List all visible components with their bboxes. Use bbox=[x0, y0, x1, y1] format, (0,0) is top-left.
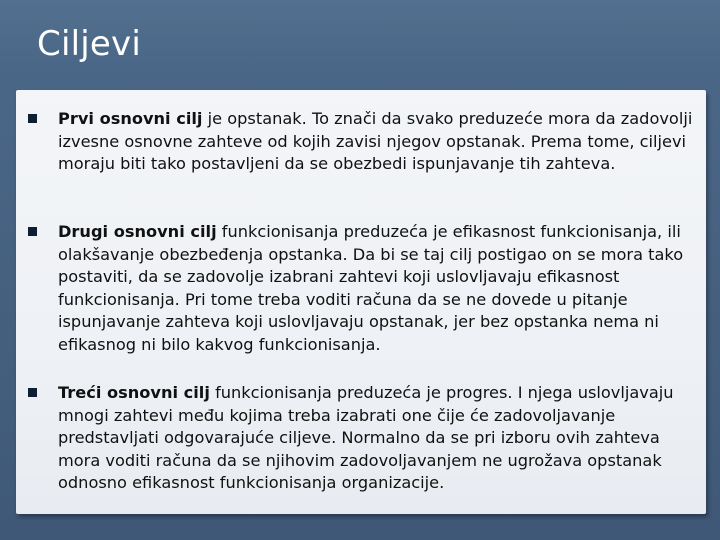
bullet-heading-2: Drugi osnovni cilj bbox=[58, 222, 217, 241]
bullet-body-2: funkcionisanja preduzeća je efikasnost funkcionisanja, ili olakšavanje obezbeđenja opstanka. Da bi se taj cilj postigao on se mora tako postaviti, da se zadovolje izabrani zahtevi koji uslovljavaju efikasnost funkcionisanja. Pri tome treba voditi računa da se ne dovede u pitanje ispunjavanje zahteva koji uslovljavaju opstanak, jer bez opstanka nema ni efikasnog ni bilo kakvog funkcionisanja. bbox=[58, 222, 684, 354]
bullet-body-3: funkcionisanja preduzeća je progres. I njega uslovljavaju mnogi zahtevi među kojima treba izabrati one čije će zadovoljavanje predstavljati odgovarajuće ciljeve. Normalno da se pri izboru ovih zahteva mora voditi računa da se njihovim zadovoljavanjem ne ugrožava opstanak odnosno efikasnost funkcionisanja organizacije. bbox=[58, 383, 674, 492]
square-bullet-icon bbox=[28, 388, 37, 397]
bullet-text-2 bbox=[58, 221, 698, 356]
bullet-body-1: je opstanak. To znači da svako preduzeće mora da zadovolji izvesne osnovne zahteve od kojih zavisi njegov opstanak. Prema tome, ciljevi moraju biti tako postavljeni da se obezbedi ispunjavanje tih zahteva. bbox=[58, 109, 693, 173]
bullet-text-1 bbox=[58, 108, 698, 176]
slide-title: Ciljevi bbox=[37, 24, 141, 64]
square-bullet-icon bbox=[28, 114, 37, 123]
bullet-heading-3: Treći osnovni cilj bbox=[58, 383, 210, 402]
bullet-text-3 bbox=[58, 382, 698, 495]
square-bullet-icon bbox=[28, 227, 37, 236]
bullet-heading-1: Prvi osnovni cilj bbox=[58, 109, 203, 128]
content-panel bbox=[16, 90, 706, 514]
